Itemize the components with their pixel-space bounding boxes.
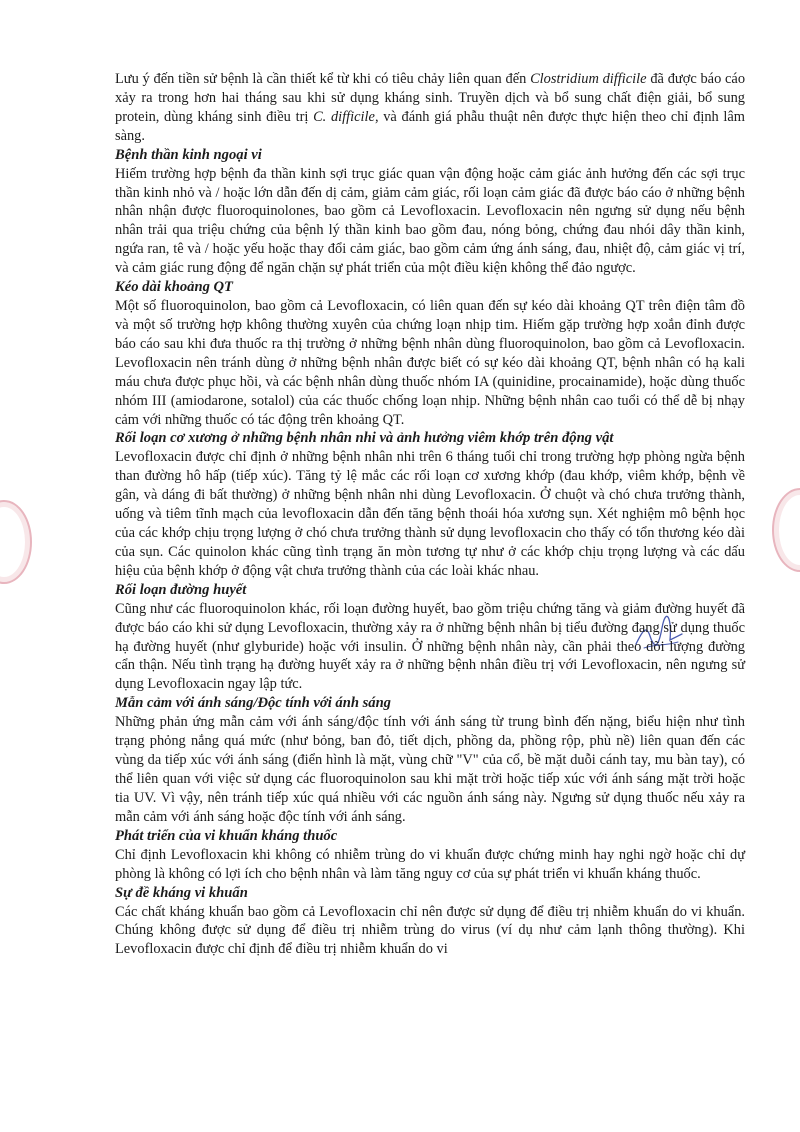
paragraph: Levofloxacin được chỉ định ở những bệnh nhân nhi trên 6 tháng tuổi chỉ trong trường hợp phòng ngừa bệnh than đường hô hấp (tiếp xúc). Tăng tỷ lệ mắc các rối loạn cơ xương khớp (đau khớp, viêm khớp, bệnh về gân, và dáng đi bất thường) ở những bệnh nhân nhi dùng Levofloxacin. Ở chuột và chó chưa trưởng thành, uống và tiêm tĩnh mạch của levofloxacin dẫn đến tăng bệnh thoái hóa xương sụn. Xét nghiệm mô bệnh học của các khớp chịu trọng lượng ở chó chưa trưởng thành sử dụng levofloxacin cho thấy có tổn thương kéo dài của sụn. Các quinolon khác cũng tình trạng ăn mòn tương tự như ở các khớp chịu trọng lượng và các dấu hiệu của bệnh khớp ở động vật chưa trưởng thành của các loài khác nhau.	[115, 449, 745, 579]
section-peripheral-neuropathy	[115, 146, 745, 278]
document-page	[115, 70, 745, 959]
section-intro	[115, 70, 745, 146]
paragraph: Hiếm trường hợp bệnh đa thần kinh sợi trục giác quan vận động hoặc cảm giác ảnh hưởng đến các sợi trục thần kinh nhỏ và / hoặc lớn dẫn đến dị cảm, giảm cảm giác, rối loạn cảm giác đã được báo cáo ở những bệnh nhân nhận được fluoroquinolones, bao gồm cả Levofloxacin. Levofloxacin nên ngưng sử dụng nếu bệnh nhân trải qua triệu chứng của bệnh lý thần kinh bao gồm đau, nóng bỏng, chứng đau nhói dây thần kinh, ngứa ran, tê và / hoặc yếu hoặc thay đổi cảm giác, bao gồm cảm ứng ánh sáng, đau, nhiệt độ, cảm giác vị trí, và cảm giác rung động để ngăn chặn sự phát triển của một điều kiện không thể đảo ngược.	[115, 165, 745, 277]
paragraph: Các chất kháng khuẩn bao gồm cả Levofloxacin chỉ nên được sử dụng để điều trị nhiễm khuẩn do vi khuẩn. Chúng không được sử dụng để điều trị nhiễm trùng do virus (ví dụ như cảm lạnh thông thường). Khi Levofloxacin được chỉ định để điều trị nhiễm khuẩn do vi	[115, 903, 745, 958]
section-heading: Rối loạn cơ xương ở những bệnh nhân nhi và ảnh hưởng viêm khớp trên động vật	[115, 430, 614, 447]
section-heading: Phát triển của vi khuẩn kháng thuốc	[115, 827, 338, 844]
paragraph: Lưu ý đến tiền sử bệnh là cần thiết kể từ khi có tiêu chảy liên quan đến Clostridium difficile đã được báo cáo xảy ra trong hơn hai tháng sau khi sử dụng kháng sinh. Truyền dịch và bổ sung chất điện giải, bổ sung protein, dùng kháng sinh điều trị C. difficile, và đánh giá phẫu thuật nên được thực hiện theo chỉ định lâm sàng.	[115, 71, 746, 144]
section-heading: Kéo dài khoảng QT	[115, 279, 233, 296]
organism-name: Clostridium difficile	[530, 71, 647, 87]
paragraph: Chỉ định Levofloxacin khi không có nhiễm trùng do vi khuẩn được chứng minh hay nghi ngờ hoặc chỉ dự phòng là không có lợi ích cho bệnh nhân và làm tăng nguy cơ của sự phát triển vi khuẩn kháng thuốc.	[115, 846, 745, 882]
section-resistant-bacteria	[115, 827, 745, 884]
seal-stamp-right	[772, 488, 800, 572]
section-bacterial-resistance	[115, 884, 745, 960]
paragraph: Cũng như các fluoroquinolon khác, rối loạn đường huyết, bao gồm triệu chứng tăng và giảm đường huyết đã được báo cáo khi sử dụng Levofloxacin, thường xảy ra ở những bệnh nhân bị tiểu đường đang sử dụng thuốc hạ đường huyết (như glyburide) hoặc với insulin. Ở những bệnh nhân này, cần phải theo dõi lượng đường cẩn thận. Nếu tình trạng hạ đường huyết xảy ra ở những bệnh nhân điều trị với Levofloxacin, nên ngưng sử dụng Levofloxacin ngay lập tức.	[115, 600, 745, 693]
section-musculoskeletal	[115, 429, 745, 580]
section-heading: Rối loạn đường huyết	[115, 581, 247, 598]
section-heading: Mẫn cảm với ánh sáng/Độc tính với ánh sáng	[115, 695, 391, 712]
section-photosensitivity	[115, 694, 745, 826]
organism-name: C. difficile	[313, 108, 375, 125]
section-qt-prolongation	[115, 278, 745, 429]
seal-stamp-left	[0, 500, 32, 584]
section-heading: Bệnh thần kinh ngoại vi	[115, 146, 262, 163]
section-blood-glucose	[115, 581, 745, 695]
paragraph: Một số fluoroquinolon, bao gồm cả Levofloxacin, có liên quan đến sự kéo dài khoảng QT trên điện tâm đồ và một số trường hợp không thường xuyên của chứng loạn nhịp tim. Hiếm gặp trường hợp xoắn đỉnh được báo cáo sau khi đưa thuốc ra thị trường ở những bệnh nhân dùng fluoroquinolon, bao gồm cả Levofloxacin. Levofloxacin nên tránh dùng ở những bệnh nhân được biết có sự kéo dài khoảng QT, bệnh nhân có hạ kali máu chưa được phục hồi, và các bệnh nhân dùng thuốc nhóm IA (quinidine, procainamide), hoặc dùng thuốc nhóm III (amiodarone, sotalol) của các thuốc chống loạn nhịp. Những bệnh nhân cao tuổi có thể dễ bị nhạy cảm với những thuốc có tác động trên khoảng QT.	[115, 298, 745, 428]
section-heading: Sự đề kháng vi khuẩn	[115, 884, 248, 901]
paragraph: Những phản ứng mẫn cảm với ánh sáng/độc tính với ánh sáng từ trung bình đến nặng, biểu hiện như tình trạng phỏng nắng quá mức (như bỏng, ban đỏ, tiết dịch, phồng da, phồng rộp, phù nề) liên quan đến các vùng da tiếp xúc với ánh sáng (điển hình là mặt, vùng chữ "V" của cổ, bề mặt duỗi cánh tay, mu bàn tay), có thể liên quan với việc sử dụng các fluoroquinolon sau khi mặt trời hoặc tiếp xúc với ánh sáng mặt trời hoặc tia UV. Vì vậy, nên tránh tiếp xúc quá nhiều với các nguồn ánh sáng này. Ngưng sử dụng thuốc nếu xảy ra mẫn cảm với ánh sáng hoặc độc tính với ánh sáng.	[115, 714, 745, 825]
